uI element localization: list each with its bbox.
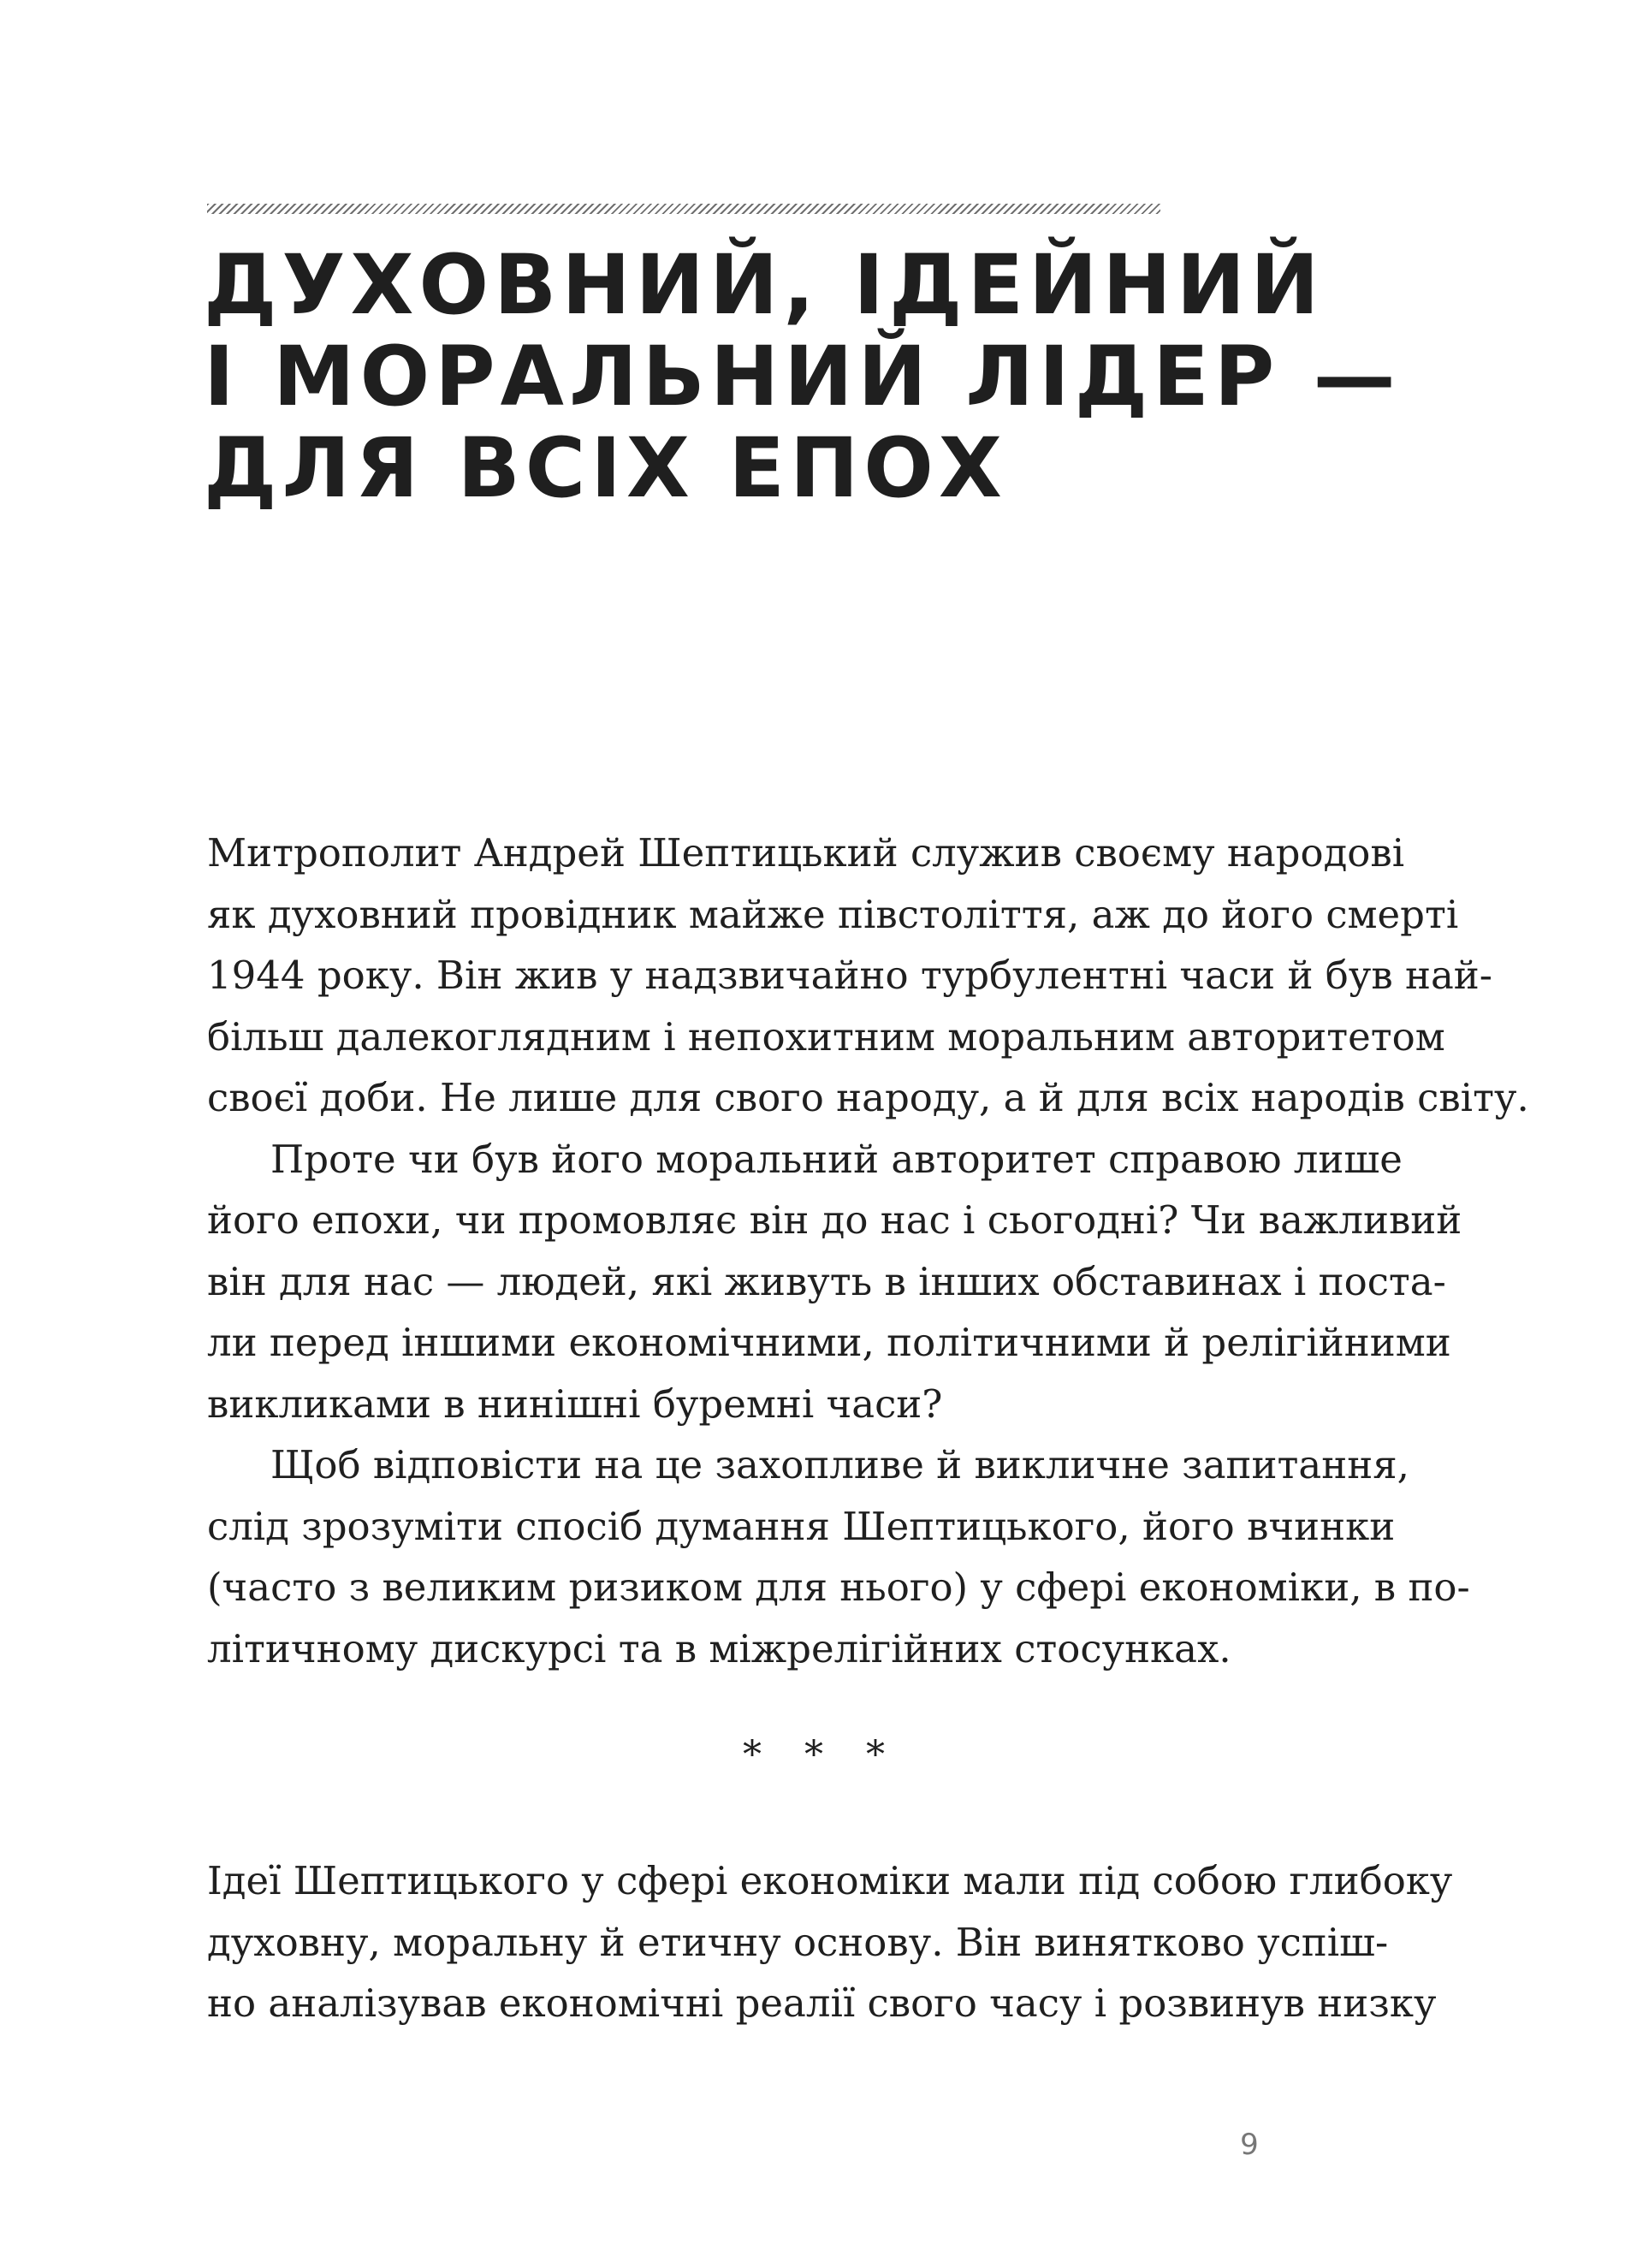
text-line: ли перед іншими економічними, політичними й релігійними: [207, 1320, 1451, 1365]
text-line: Проте чи був його моральний авторитет справою лише: [270, 1136, 1403, 1182]
text-line: Митрополит Андрей Шептицький служив своєму народові: [207, 830, 1405, 876]
text-line: своєї доби. Не лише для свого народу, а й для всіх народів світу.: [207, 1075, 1529, 1120]
title-decorative-rule: [207, 204, 1160, 214]
text-line: Ідеї Шептицького у сфері економіки мали під собою глибоку: [207, 1858, 1453, 1903]
section-separator: * * *: [743, 1733, 900, 1777]
text-line: слід зрозуміти спосіб думання Шептицького, його вчинки: [207, 1503, 1396, 1549]
body-text-section-1: [207, 822, 1529, 1679]
text-line: його епохи, чи промовляє він до нас і сьогодні? Чи важливий: [207, 1197, 1462, 1243]
text-line: він для нас — людей, які живуть в інших обставинах і поста-: [207, 1258, 1446, 1304]
body-text-section-2: [207, 1850, 1453, 2034]
paragraph-1: [207, 822, 1529, 1129]
chapter-title-line-2: І МОРАЛЬНИЙ ЛІДЕР —: [204, 329, 1401, 425]
text-line: (часто з великим ризиком для нього) у сфері економіки, в по-: [207, 1564, 1470, 1610]
page-number: 9: [1240, 2128, 1259, 2162]
text-line: більш далекоглядним і непохитним моральним авторитетом: [207, 1013, 1445, 1060]
chapter-title-line-3: ДЛЯ ВСІХ ЕПОХ: [204, 420, 1007, 516]
text-line: духовну, моральну й етичну основу. Він винятково успіш-: [207, 1919, 1389, 1965]
paragraph-2: [207, 1129, 1462, 1435]
chapter-title: [204, 237, 1401, 516]
text-line: 1944 року. Він жив у надзвичайно турбулентні часи й був най-: [207, 953, 1493, 998]
chapter-title-line-1: ДУХОВНИЙ, ІДЕЙНИЙ: [204, 237, 1325, 333]
paragraph-3: [207, 1434, 1470, 1679]
text-line: но аналізував економічні реалії свого часу і розвинув низку: [207, 1980, 1437, 2026]
text-line: викликами в нинішні буремні часи?: [207, 1380, 943, 1427]
text-line: як духовний провідник майже півстоліття, аж до його смерті: [207, 891, 1459, 937]
text-line: Щоб відповісти на це захопливе й викличне запитання,: [270, 1442, 1409, 1487]
text-line: літичному дискурсі та в міжрелігійних стосунках.: [207, 1625, 1231, 1671]
